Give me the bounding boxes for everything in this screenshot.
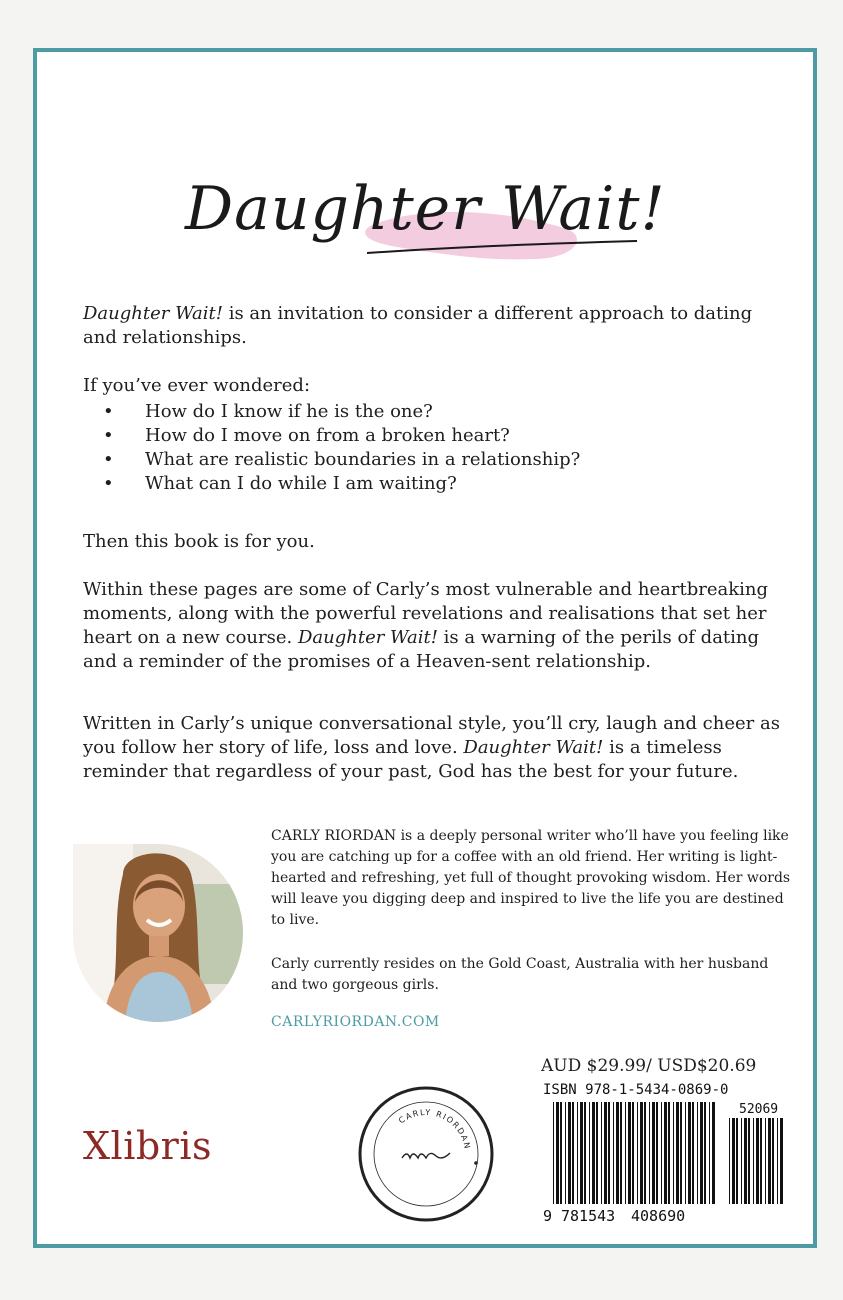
question-list	[103, 400, 580, 496]
barcode-bar	[709, 1102, 710, 1204]
barcode-bar	[729, 1118, 730, 1204]
barcode-bars	[553, 1102, 715, 1204]
barcode-bar	[680, 1102, 682, 1204]
price-label: AUD $29.99/ USD$20.69	[541, 1056, 757, 1076]
then-line: Then this book is for you.	[83, 531, 315, 552]
barcode-bar	[620, 1102, 622, 1204]
style-title-italic: Daughter Wait!	[463, 737, 604, 758]
barcode-bar	[736, 1118, 738, 1204]
author-photo	[73, 844, 243, 1022]
barcode-bar	[649, 1102, 650, 1204]
barcode-bar	[692, 1102, 694, 1204]
barcode-bar	[568, 1102, 571, 1204]
barcode-bar	[625, 1102, 626, 1204]
barcode-bar	[656, 1102, 658, 1204]
ean-first-digit: 9	[543, 1207, 553, 1225]
barcode-bar	[688, 1102, 691, 1204]
book-back-cover	[33, 48, 817, 1248]
title-area	[167, 137, 687, 287]
barcode-bar	[580, 1102, 583, 1204]
intro-paragraph	[83, 302, 783, 350]
barcode-bar	[765, 1118, 766, 1204]
barcode-bar	[652, 1102, 655, 1204]
barcode-bar	[572, 1102, 574, 1204]
question-item: • How do I move on from a broken heart?	[103, 424, 580, 448]
style-text-a: Written in Carly’s unique conversational style, you’ll cry, laugh and cheer as you follow her story of life, loss and love.	[83, 713, 780, 758]
barcode-bar	[756, 1118, 759, 1204]
intro-text: is an invitation to consider a different approach to dating and relationships.	[83, 303, 753, 348]
barcode-bar	[616, 1102, 619, 1204]
barcode-bar	[596, 1102, 598, 1204]
barcode-bar	[608, 1102, 610, 1204]
description-text-b: is a warning of the perils of dating and a reminder of the promises of a Heaven-sent relationship.	[83, 627, 760, 672]
barcode-bar	[661, 1102, 662, 1204]
intro-title-italic: Daughter Wait!	[83, 303, 223, 324]
barcode-bar	[664, 1102, 667, 1204]
ean-left-digits: 781543	[561, 1207, 616, 1225]
isbn-barcode	[521, 1076, 791, 1226]
barcode-bar	[601, 1102, 602, 1204]
barcode-bar	[668, 1102, 670, 1204]
barcode-bar	[637, 1102, 638, 1204]
barcode-bar	[760, 1118, 762, 1204]
barcode-bar	[712, 1102, 715, 1204]
barcode-bar	[697, 1102, 698, 1204]
ean-right-digits: 408690	[631, 1207, 686, 1225]
barcode-bar	[780, 1118, 783, 1204]
barcode-bar	[700, 1102, 703, 1204]
author-website: CARLYRIORDAN.COM	[271, 1014, 440, 1030]
barcode-bar	[644, 1102, 646, 1204]
barcode-bar	[744, 1118, 747, 1204]
author-residence: Carly currently resides on the Gold Coast, Australia with her husband and two gorgeous girls.	[271, 956, 769, 993]
barcode-bar	[676, 1102, 679, 1204]
wondered-line: If you’ve ever wondered:	[83, 375, 311, 396]
question-item: • What can I do while I am waiting?	[103, 472, 580, 496]
question-item: • What are realistic boundaries in a relationship?	[103, 448, 580, 472]
svg-text:CARLY RIORDAN: CARLY RIORDAN	[397, 1107, 472, 1151]
author-bio: CARLY RIORDAN is a deeply personal writer who’ll have you feeling like you are catching up for a coffee with an old friend. Her writing is light-hearted and refreshing, yet full of thought provoking wisdom. Her words will leave you digging deep and inspired to live the life you are destined to live.	[271, 828, 791, 928]
barcode-bar	[565, 1102, 566, 1204]
barcode-bar	[640, 1102, 643, 1204]
barcode-bar	[685, 1102, 686, 1204]
barcode-bar	[613, 1102, 614, 1204]
question-item: • How do I know if he is the one?	[103, 400, 580, 424]
barcode-bar	[748, 1118, 750, 1204]
barcode-bar	[704, 1102, 706, 1204]
style-paragraph	[83, 712, 783, 784]
barcode-bar	[772, 1118, 774, 1204]
barcode-bar	[592, 1102, 595, 1204]
barcode-bar	[753, 1118, 754, 1204]
barcode-bar	[741, 1118, 742, 1204]
author-seal-logo	[357, 1085, 495, 1223]
publisher-logo: Xlibris	[83, 1124, 213, 1168]
addon-code: 52069	[739, 1102, 779, 1117]
barcode-bar	[560, 1102, 562, 1204]
barcode-bar	[556, 1102, 559, 1204]
barcode-bar	[628, 1102, 631, 1204]
style-text-b: is a timeless reminder that regardless of your past, God has the best for your future.	[83, 737, 739, 782]
description-text-a: Within these pages are some of Carly’s most vulnerable and heartbreaking moments, along with the powerful revelations and realisations that set her heart on a new course.	[83, 579, 769, 648]
barcode-bar	[584, 1102, 586, 1204]
barcode-bar	[673, 1102, 674, 1204]
barcode-bar	[577, 1102, 578, 1204]
barcode-bar	[768, 1118, 771, 1204]
barcode-bar	[589, 1102, 590, 1204]
description-paragraph	[83, 578, 783, 674]
barcode-bar	[604, 1102, 607, 1204]
barcode-bar	[632, 1102, 634, 1204]
title-brush-stroke	[167, 137, 687, 287]
book-title: Daughter Wait!	[185, 174, 666, 244]
barcode-bar	[777, 1118, 778, 1204]
barcode-bar	[553, 1102, 554, 1204]
barcode-bar	[732, 1118, 735, 1204]
isbn-number: ISBN 978-1-5434-0869-0	[543, 1082, 729, 1098]
description-title-italic: Daughter Wait!	[297, 627, 438, 648]
